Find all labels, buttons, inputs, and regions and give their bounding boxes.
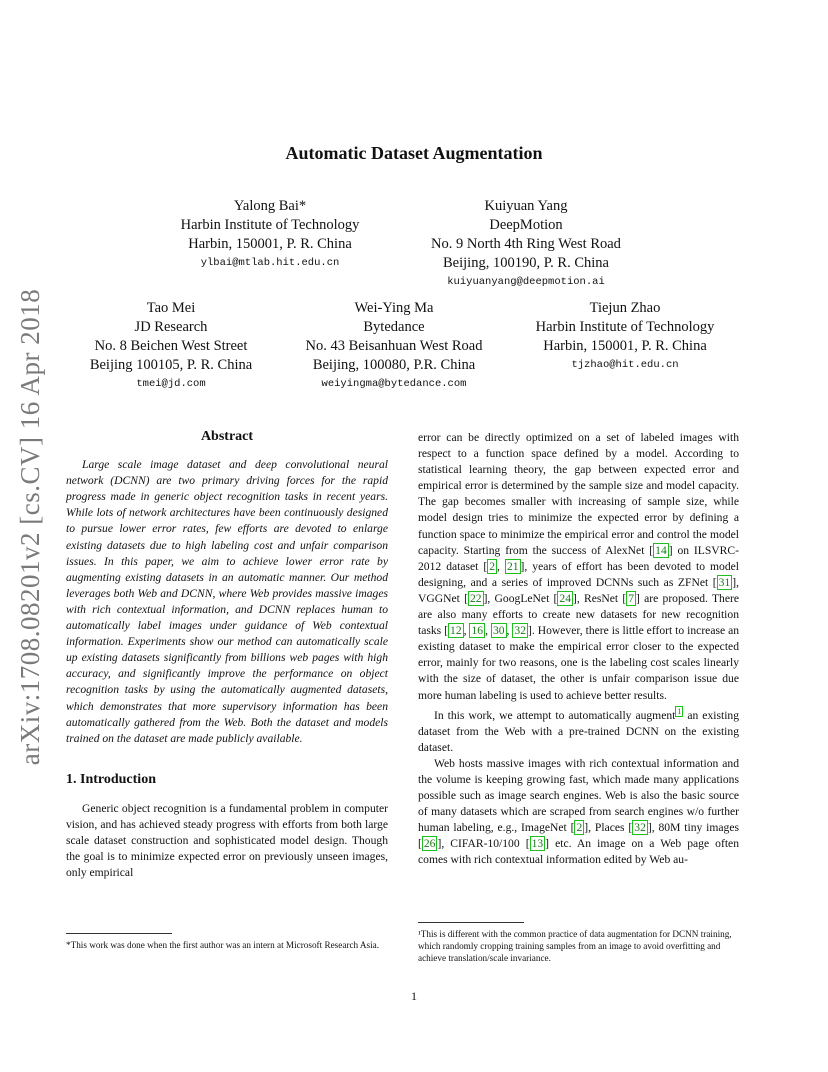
citation-link[interactable]: 13 [531,837,544,851]
author-affiliation: Bytedance [363,319,425,335]
citation-link[interactable]: 30 [492,624,505,638]
author-name: Tao Mei [146,300,196,316]
author-address: Harbin, 150001, P. R. China [543,338,707,354]
author-block [408,197,644,292]
author-name: Tiejun Zhao [589,300,661,316]
citation-link[interactable]: 22 [469,591,482,605]
paragraph-text: error can be directly optimized on a set of labeled images with respect to a function space defined by a model. According to statistical learning theory, the gap between expected error and empirical error is determined by the sample size and model capacity. The gap becomes smaller with increasing of sample size, while model design tries to minimize the expected error by defining a function space to minimize the empirical error and control the model capacity. Starting from the success of AlexNet [ [418,431,739,557]
paragraph-text: ], VGGNet [ [418,575,739,605]
body-paragraph: error can be directly optimized on a set of labeled images with respect to a function space defined by a model. According to statistical learning theory, the gap between expected error and empirical error is determined by the sample size and model capacity. The gap becomes smaller with increasing of sample size, while model design tries to minimize the expected error by defining a function space to minimize the empirical error and control the model capacity. Starting from the success of AlexNet [ 14 ] on ILSVRC-2012 dataset [ 2 , 21 ], years of effort has been devoted to model designing, and a series of improved DCNNs such as ZFNet [ 31 ], VGGNet [ 22 ], GoogLeNet [ 24 ], ResNet [ 7 ] are proposed. There are also many efforts to create new datasets for new recognition tasks [ 12 , 16 , 30 , 32 ]. However, there is little effort to increase an existing dataset to make the empirical error closer to the expected error, mainly for two reasons, one is the labeling cost scales linearly with the size of dataset, the other is unfair comparison issue due more human labeling is used to achieve better results. [418,431,740,702]
author-name: Kuiyuan Yang [484,198,568,214]
paragraph-text: ], 80M tiny images [ [418,821,739,851]
footnote-rule [66,933,172,934]
author-affiliation: Harbin Institute of Technology [180,217,360,233]
paragraph-text: ], ResNet [ [573,591,627,605]
abstract-heading: Abstract [200,429,254,444]
footnote-left: *This work was done when the first author was an intern at Microsoft Research Asia. [66,940,380,950]
citation-link[interactable]: 7 [628,591,635,605]
paragraph-text: Web hosts massive images with rich contextual information and the volume is keeping growing fast, which made many applications possible such as image search engines. Web is also the basic source of many datasets which are scraped from search engines w/o further human labeling, e.g., ImageNet [ [418,756,739,835]
page-number: 1 [411,989,417,1003]
paragraph-text: In this work, we attempt to automatically augment [434,708,676,722]
citation-link[interactable]: 32 [634,821,646,835]
right-column [418,430,739,868]
author-email[interactable]: weiyingma@bytedance.com [321,378,467,390]
author-email[interactable]: kuiyuanyang@deepmotion.ai [447,276,605,288]
arxiv-side-label: arXiv:1708.08201v2 [cs.CV] 16 Apr 2018 [15,288,45,766]
author-address: Beijing, 100190, P. R. China [443,255,609,271]
left-column [66,429,388,881]
author-block [290,299,498,394]
citation-link[interactable]: 21 [506,559,519,573]
section-heading: 1. Introduction [66,771,156,787]
citation-link[interactable]: 24 [559,591,571,605]
citation-link[interactable]: 26 [423,837,436,851]
paragraph-text: ], years of effort has been devoted to model designing, and a series of improved DCNNs such as ZFNet [ [418,559,740,589]
citation-link[interactable]: 2 [489,559,496,573]
author-address: No. 43 Beisanhuan West Road [305,338,483,354]
author-address: Beijing, 100080, P.R. China [312,357,476,373]
author-affiliation: JD Research [134,319,208,335]
author-email[interactable]: tjzhao@hit.edu.cn [571,359,679,371]
paragraph-text: ] etc. An image on a Web page often comes with rich contextual information edited by Web au- [418,837,739,867]
paragraph-text: ]. However, there is little effort to increase an existing dataset to make the empirical error closer to the expected error, mainly for two reasons, one is the labeling cost scales linearly with the size of dataset, the other is unfair comparison issue due more human labeling is used to achieve better results. [418,624,740,702]
citation-link[interactable]: 31 [718,575,731,589]
paragraph-text: ], CIFAR-10/100 [ [437,837,530,851]
paper-title: Automatic Dataset Augmentation [285,143,543,163]
citation-link[interactable]: 16 [471,624,484,638]
author-email[interactable]: tmei@jd.com [136,378,206,390]
author-address: Harbin, 150001, P. R. China [188,236,352,252]
abstract-text: Large scale image dataset and deep convolutional neural network (DCNN) are two primary driving forces for the rapid progress made in generic object recognition tasks in recent years. While lots of network architectures have been continuously designed to pursue lower error rates, few efforts are devoted to enlarge existing datasets due to high labeling cost and unfair comparison issues. In this paper, we aim to achieve lower error rate by augmenting existing datasets in an automatic manner. Our method leverages both Web and DCNN, where Web provides massive images with rich contextual information, and DCNN replaces human to automatically label images under guidance of Web contextual information. Experiments show our method can automatically scale up existing datasets significantly from billions web pages with high accuracy, and significantly improve the performance on object recognition tasks by using the automatically augmented datasets, which demonstrates that more supervisory information has been automatically gathered from the Web. Both the dataset and models trained on the dataset are made publicly available. [66,458,388,745]
author-name: Wei-Ying Ma [354,300,434,316]
body-paragraph [418,704,739,756]
citation-link[interactable]: 2 [576,821,583,835]
paragraph-text: ], GoogLeNet [ [483,591,558,605]
author-affiliation: Harbin Institute of Technology [535,319,715,335]
author-block [518,299,732,375]
author-block [70,299,272,394]
footnote-rule [418,922,524,923]
author-email[interactable]: ylbai@mtlab.hit.edu.cn [200,257,340,269]
body-paragraph [418,756,739,869]
footnote-marker[interactable]: 1 [677,706,682,716]
citation-link[interactable]: 14 [655,543,667,557]
paragraph-text: an existing dataset from the Web with a pre-trained DCNN on the existing dataset. [418,708,740,754]
author-address: No. 8 Beichen West Street [94,338,248,354]
intro-paragraph: Generic object recognition is a fundamental problem in computer vision, and has achieved steady progress with efforts from both large scale dataset construction and sophisticated model design. Though the goal is to minimize expected error on previously unseen images, only empirical [66,801,388,880]
paragraph-text: ], Places [ [584,821,633,835]
citation-link[interactable]: 32 [514,624,527,638]
footnote-right: ¹This is different with the common practice of data augmentation for DCNN training, which randomly cropping training samples from an image to avoid overfitting and achieve translation/scale invariance. [418,929,732,964]
paragraph-text: ] on ILSVRC-2012 dataset [ [418,543,740,573]
author-name: Yalong Bai* [233,198,307,214]
paragraph-text: ] are proposed. There are also many efforts to create new datasets for new recognition tasks [ [418,591,739,638]
author-address: Beijing 100105, P. R. China [89,357,253,373]
author-affiliation: DeepMotion [489,217,563,233]
author-block [152,197,388,273]
author-address: No. 9 North 4th Ring West Road [431,236,621,252]
citation-link[interactable]: 12 [450,624,462,638]
